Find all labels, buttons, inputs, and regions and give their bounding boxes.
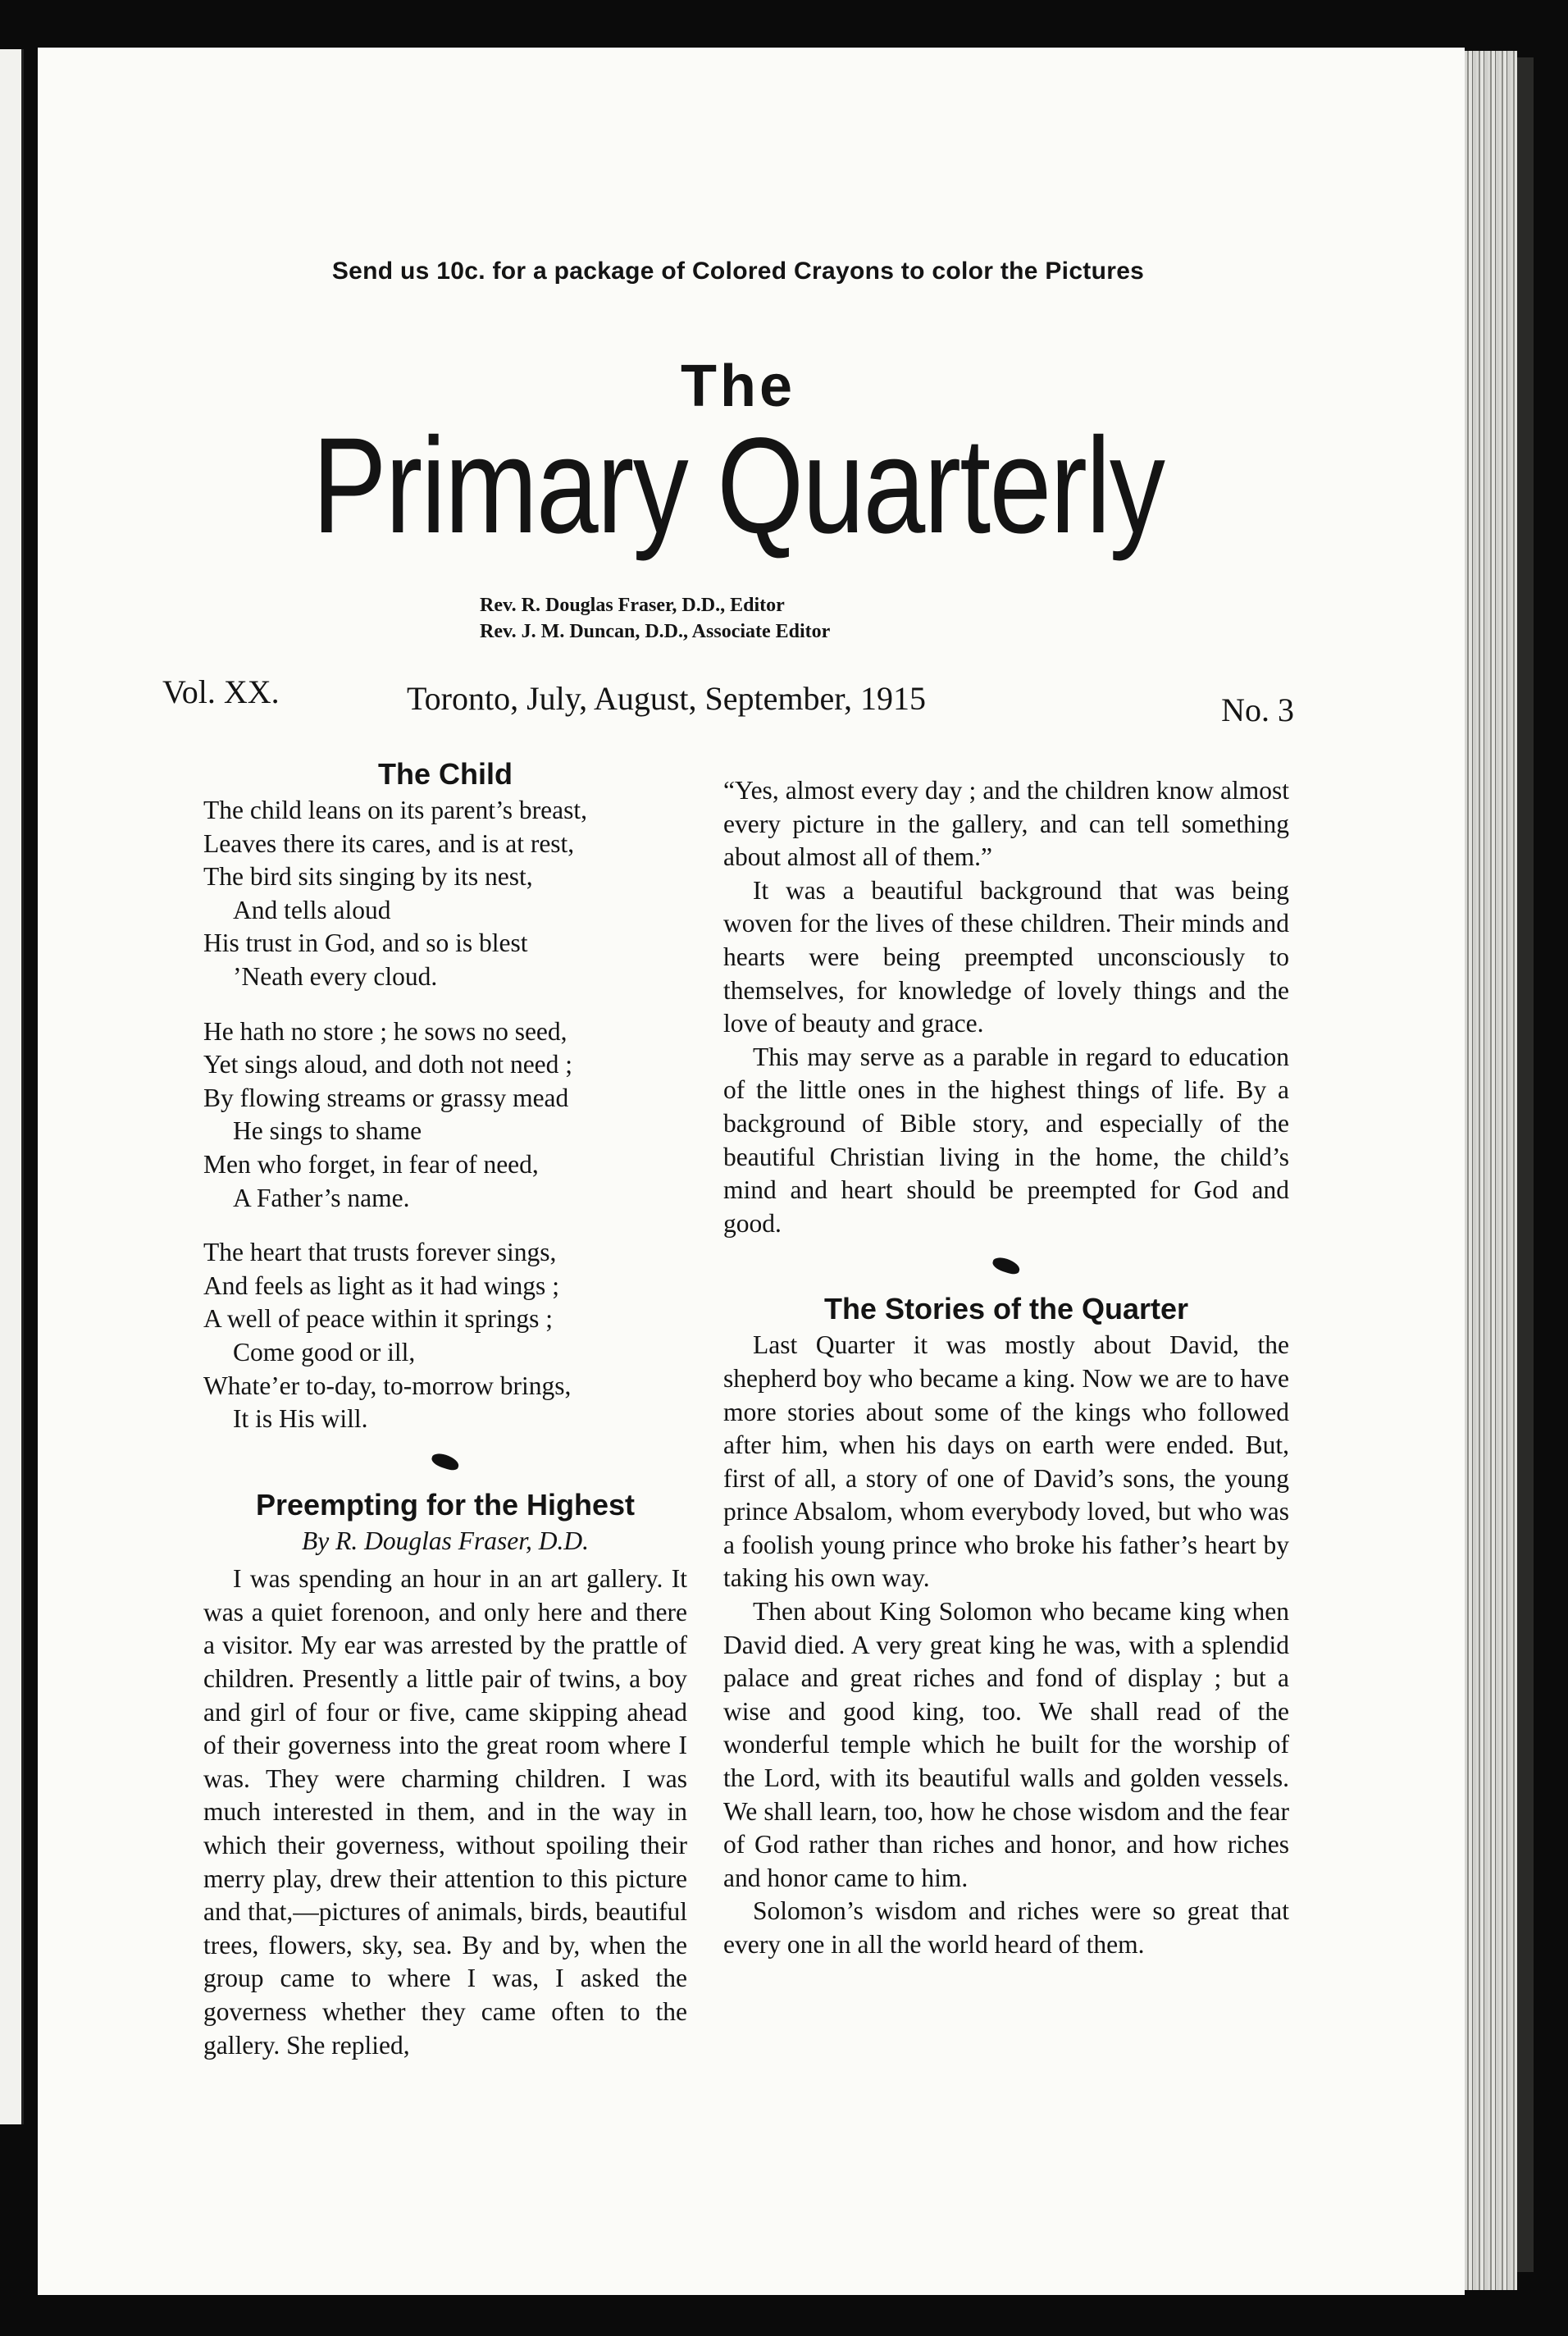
issue-dateline (162, 673, 1294, 728)
masthead-the: The (680, 354, 795, 419)
poem-body (203, 794, 687, 1436)
volume-number: Vol. XX. (162, 673, 280, 710)
poem-line: He sings to shame (233, 1116, 422, 1146)
poem-line: It is His will. (233, 1404, 368, 1434)
crayon-advertisement: Send us 10c. for a package of Colored Crayons to color the Pictures (331, 258, 1145, 285)
poem-line: And feels as light as it had wings ; (203, 1271, 559, 1300)
section-ornament (203, 1441, 687, 1481)
associate-editor-line: Rev. J. M. Duncan, D.D., Associate Editor (480, 621, 831, 642)
poem-line: The child leans on its parent’s breast, (203, 796, 587, 824)
binding-shadow (1517, 57, 1534, 2272)
section-ornament (723, 1245, 1289, 1284)
article-title: Preempting for the Highest (255, 1487, 636, 1522)
paragraph: I was spending an hour in an art gallery. It was a quiet forenoon, and only here and there a visitor. My ear was arrested by the prattle of children. Presently a little pair of twins, a boy and girl of four or five, came skipping ahead of their governess into the great room where I was. They were charming children. I was much interested in them, and in the way in which their governess, without spoiling their merry play, drew their attention to this picture and that,—pictures of animals, birds, beautiful trees, flowers, sky, sea. By and by, when the group came to where I was, I asked the governess whether they came often to the gallery. She replied, (203, 1564, 687, 2060)
poem-line: Whate’er to-day, to-morrow brings, (203, 1371, 572, 1400)
poem-line: The bird sits singing by its nest, (203, 862, 533, 892)
poem-stanza (203, 1236, 687, 1436)
editor-credits (480, 592, 1054, 645)
poem-line: Men who forget, in fear of need, (203, 1149, 539, 1179)
paragraph: “Yes, almost every day ; and the children know almost every picture in the gallery, and can tell something about almost all of them.” (723, 776, 1289, 872)
article-body (203, 1563, 687, 2062)
poem-line: His trust in God, and so is blest (203, 928, 528, 958)
poem-line: He hath no store ; he sows no seed, (203, 1016, 567, 1046)
paragraph: It was a beautiful background that was being woven for the lives of these children. Their minds and hearts were being preempted unconsciously to themselves, for knowledge of lovely things and the love of beauty and grace. (723, 875, 1289, 1038)
poem-line: And tells aloud (233, 895, 391, 924)
editor-line: Rev. R. Douglas Fraser, D.D., Editor (480, 595, 785, 616)
masthead-title: Primary Quarterly (312, 410, 1165, 562)
poem-line: ’Neath every cloud. (233, 961, 438, 991)
paragraph: This may serve as a parable in regard to education of the little ones in the highest things of life. By a background of Bible story, and especially of the beautiful Christian living in the home, the child’s mind and heart should be preempted for God and good. (723, 1042, 1289, 1238)
poem-line: Come good or ill, (233, 1337, 416, 1366)
paragraph: Last Quarter it was mostly about David, the shepherd boy who became a king. Now we are to have more stories about some of the kings who followed after him, when his days on earth were ended. But, first of all, a story of one of David’s sons, the young prince Absalom, whom everybody loved, but who was a foolish young prince who broke his father’s heart by taking his own way. (723, 1330, 1289, 1593)
right-column (723, 774, 1289, 1962)
poem-stanza (203, 1015, 687, 1216)
poem-title: The Child (378, 757, 513, 791)
issue-date: Toronto, July, August, September, 1915 (407, 680, 926, 717)
paragraph: Then about King Solomon who became king when David died. A very great king he was, with a splendid palace and great riches and fond of display ; but a wise and good king, too. We shall read of the wonderful temple which he built for the worship of the Lord, with its beautiful walls and golden vessels. We shall learn, too, how he chose wisdom and the fear of God rather than riches and honor, and how riches and honor came to him. (723, 1597, 1289, 1892)
poem-stanza (203, 794, 687, 994)
page-stack-edge (1465, 51, 1517, 2290)
poem-line: Yet sings aloud, and doth not need ; (203, 1050, 573, 1079)
issue-number: No. 3 (1221, 691, 1294, 728)
poem-line: By flowing streams or grassy mead (203, 1083, 569, 1112)
poem-line: A well of peace within it springs ; (203, 1304, 554, 1334)
article-byline: By R. Douglas Fraser, D.D. (302, 1526, 589, 1555)
poem-line: The heart that trusts forever sings, (203, 1238, 557, 1267)
paragraph: Solomon’s wisdom and riches were so great that every one in all the world heard of them. (723, 1896, 1289, 1959)
left-column (203, 755, 687, 2062)
article-continuation (723, 774, 1289, 1240)
article-title: The Stories of the Quarter (823, 1292, 1189, 1326)
poem-line: Leaves there its cares, and is at rest, (203, 828, 575, 858)
poem-line: A Father’s name. (233, 1183, 410, 1212)
adjacent-page-edge (0, 49, 24, 2124)
article-body (723, 1329, 1289, 1961)
